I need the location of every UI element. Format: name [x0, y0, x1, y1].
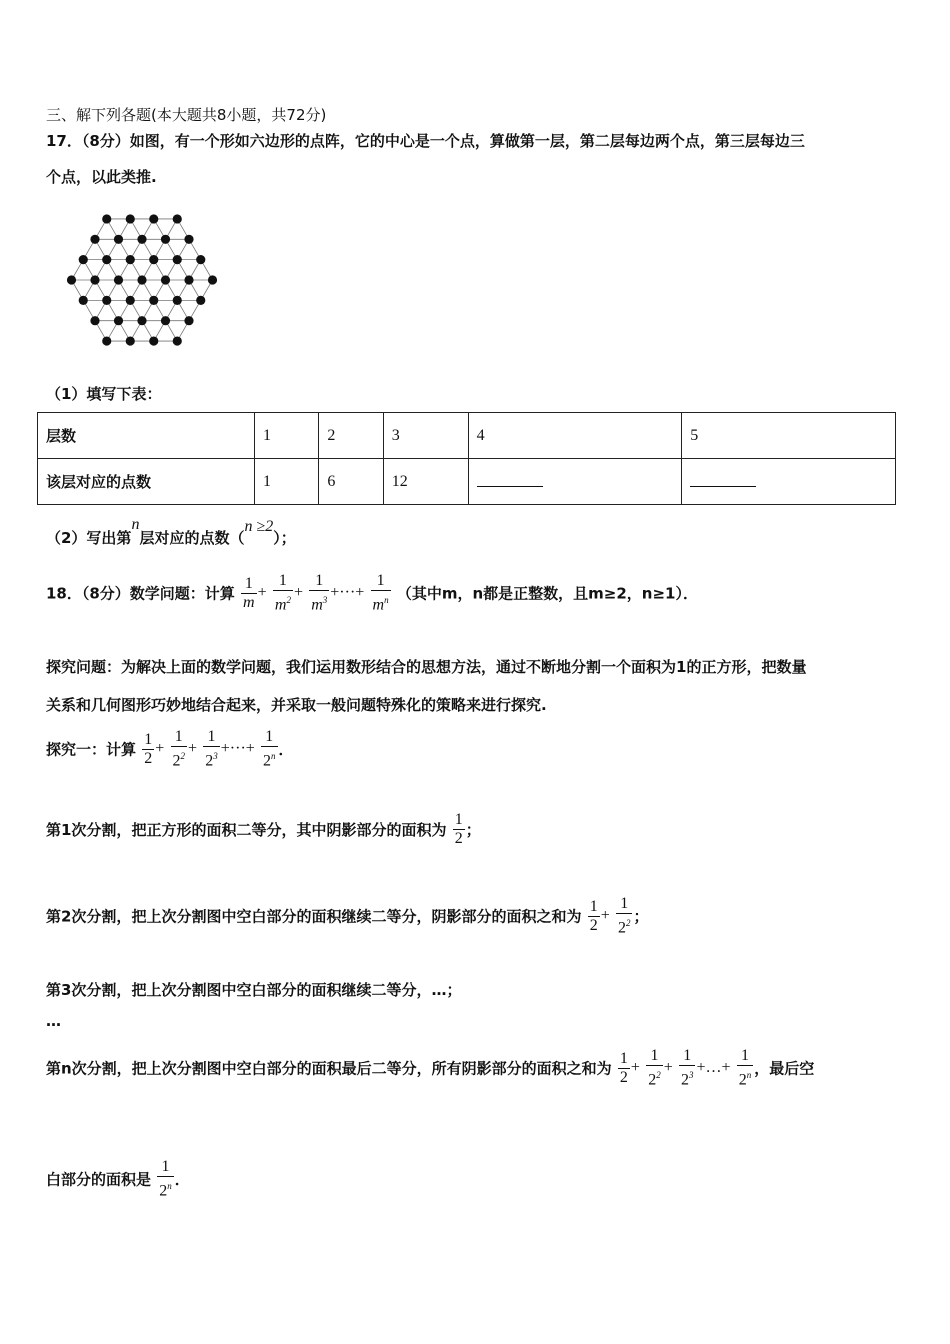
q18-explore-line1: 探究问题：为解决上面的数学问题，我们运用数形结合的思想方法，通过不断地分割一个面积为1的正方形，把数量	[46, 658, 807, 676]
row-label-layers: 层数	[38, 413, 255, 459]
lattice-dot	[114, 316, 123, 325]
lattice-dot	[90, 316, 99, 325]
q18-ellipsis: …	[46, 1012, 61, 1030]
table-row	[38, 413, 896, 459]
lattice-dot	[149, 336, 158, 345]
lattice-dot	[114, 275, 123, 284]
lattice-dot	[126, 336, 135, 345]
q17-part1: （1）填写下表：	[46, 385, 162, 403]
lattice-dot	[90, 275, 99, 284]
table-cell: 2	[319, 413, 383, 459]
lattice-dot	[149, 255, 158, 264]
lattice-dot	[137, 235, 146, 244]
q18-statement: 18．（8分）数学问题：计算 $\frac{1}{m}$ + $\frac{1}{m^2}$ + $\frac{1}{m^3}$ +···+ $\frac{1}{m^n}$ （其中m，n都是正整数，且m≥2，n≥1）．	[46, 572, 698, 614]
lattice-dot	[184, 275, 193, 284]
q18-step3: 第3次分割，把上次分割图中空白部分的面积继续二等分，…；	[46, 981, 462, 999]
table-cell: 5	[682, 413, 896, 459]
lattice-dot	[161, 235, 170, 244]
layer-count-table	[37, 412, 896, 505]
q17-part2: （2）写出第n层对应的点数（n ≥2）；	[46, 516, 296, 547]
hexagon-dot-lattice-figure	[50, 198, 235, 363]
lattice-dot	[161, 316, 170, 325]
lattice-dot	[79, 296, 88, 305]
lattice-dot	[137, 275, 146, 284]
lattice-dot	[161, 275, 170, 284]
q18-step1: 第1次分割，把正方形的面积二等分，其中阴影部分的面积为 $\frac{1}{2}$ ；	[46, 811, 481, 847]
section-heading: 三、解下列各题(本大题共8小题，共72分)	[46, 106, 327, 124]
q17-line1: 17．（8分）如图，有一个形如六边形的点阵，它的中心是一个点，算做第一层，第二层每边两个点，第三层每边三	[46, 132, 805, 150]
lattice-dot	[149, 296, 158, 305]
n-condition: n ≥2	[244, 518, 274, 535]
q18-final: 白部分的面积是 $\frac{1}{2^n}$ ．	[46, 1158, 190, 1200]
table-cell: 1	[255, 413, 319, 459]
lattice-dot	[67, 275, 76, 284]
lattice-dot	[102, 336, 111, 345]
lattice-dot	[208, 275, 217, 284]
table-cell: 12	[383, 459, 468, 505]
row-label-dots: 该层对应的点数	[38, 459, 255, 505]
lattice-dot	[114, 235, 123, 244]
table-cell: 6	[319, 459, 383, 505]
table-row	[38, 459, 896, 505]
lattice-dot	[184, 316, 193, 325]
answer-blank-layer5[interactable]	[682, 459, 896, 505]
lattice-dot	[196, 255, 205, 264]
q18-explore-line2: 关系和几何图形巧妙地结合起来，并采取一般问题特殊化的策略来进行探究.	[46, 696, 547, 714]
answer-blank-layer4[interactable]	[468, 459, 682, 505]
lattice-dot	[173, 296, 182, 305]
q18-step2: 第2次分割，把上次分割图中空白部分的面积继续二等分，阴影部分的面积之和为 $\frac{1}{2}$ + $\frac{1}{2^2}$ ；	[46, 895, 649, 937]
lattice-dot	[90, 235, 99, 244]
table-cell: 3	[383, 413, 468, 459]
table-cell: 4	[468, 413, 682, 459]
lattice-dot	[173, 255, 182, 264]
lattice-dot	[173, 214, 182, 223]
lattice-dot	[102, 296, 111, 305]
n-symbol: n	[131, 516, 140, 533]
lattice-dot	[196, 296, 205, 305]
q18-step-n: 第n次分割，把上次分割图中空白部分的面积最后二等分，所有阴影部分的面积之和为 $\frac{1}{2}$ + $\frac{1}{2^2}$ + $\frac{1}{2^3}$ +…+ $\frac{1}{2^n}$ ，最后空	[46, 1047, 815, 1089]
lattice-dot	[137, 316, 146, 325]
q17-line2: 个点，以此类推.	[46, 168, 157, 186]
lattice-dot	[79, 255, 88, 264]
lattice-dot	[173, 336, 182, 345]
lattice-dot	[149, 214, 158, 223]
lattice-dot	[126, 296, 135, 305]
lattice-dot	[102, 255, 111, 264]
lattice-dot	[126, 214, 135, 223]
lattice-dot	[126, 255, 135, 264]
lattice-dot	[102, 214, 111, 223]
table-cell: 1	[255, 459, 319, 505]
lattice-dot	[184, 235, 193, 244]
q18-explore-one: 探究一：计算 $\frac{1}{2}$ + $\frac{1}{2^2}$ + $\frac{1}{2^3}$ +···+ $\frac{1}{2^n}$ ．	[46, 728, 294, 770]
